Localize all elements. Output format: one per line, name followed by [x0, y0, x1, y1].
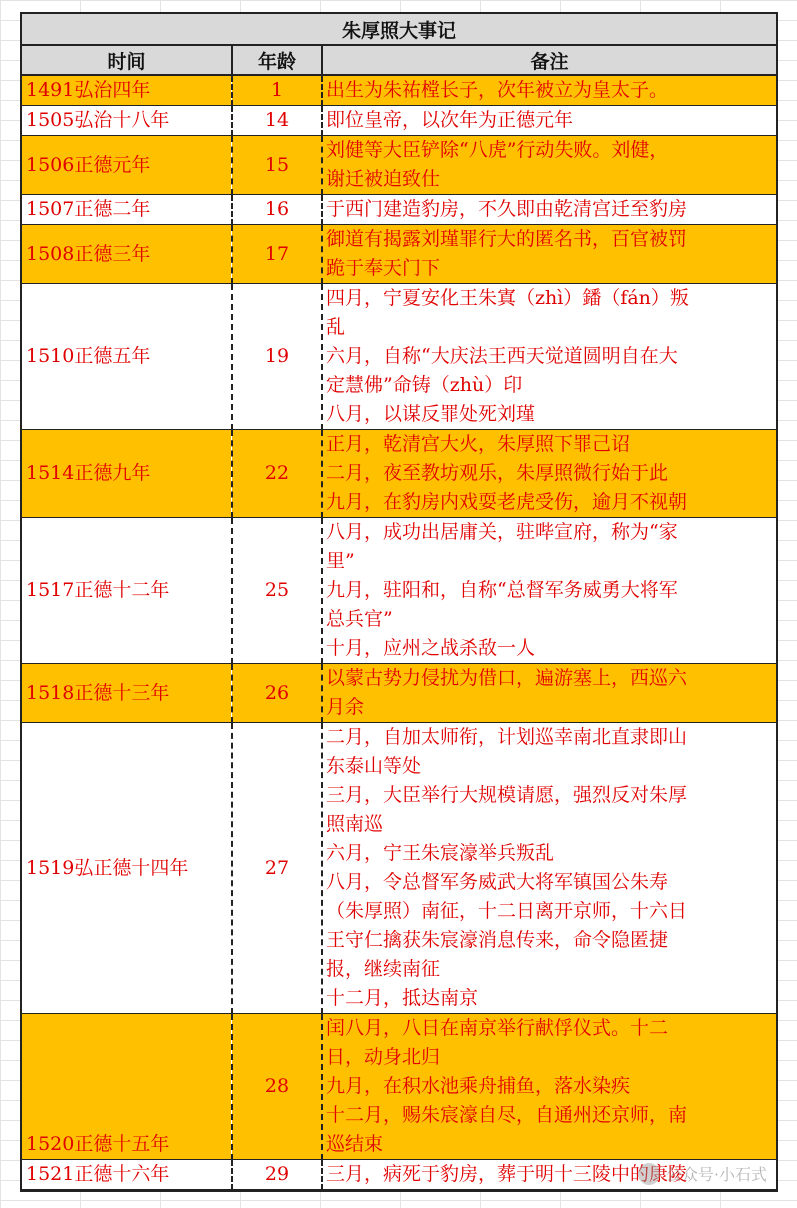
- age-cell[interactable]: 25: [232, 518, 322, 664]
- wechat-icon: [638, 1163, 660, 1185]
- note-line: 八月，令总督军务威武大将军镇国公朱寿: [326, 871, 669, 893]
- note-line: 谢迁被迫致仕: [326, 168, 441, 190]
- notes-cell[interactable]: [322, 723, 776, 1014]
- time-cell[interactable]: 1518正德十三年: [22, 664, 232, 723]
- notes-cell[interactable]: [322, 136, 776, 195]
- note-line: 巡结束: [326, 1133, 384, 1155]
- table-row: [22, 664, 776, 723]
- time-cell[interactable]: 1505弘治十八年: [22, 106, 232, 136]
- note-line: 御道有揭露刘瑾罪行大的匿名书，百官被罚: [326, 228, 688, 250]
- table-row: [22, 284, 776, 430]
- note-line: 总兵官”: [326, 608, 393, 630]
- notes-cell[interactable]: [322, 430, 776, 518]
- notes-cell[interactable]: [322, 664, 776, 723]
- age-cell[interactable]: 19: [232, 284, 322, 430]
- note-line: 六月，自称“大庆法王西天觉道圆明自在大: [326, 345, 678, 367]
- time-cell[interactable]: 1521正德十六年: [22, 1160, 232, 1190]
- notes-cell[interactable]: [322, 106, 776, 136]
- table-row: [22, 225, 776, 284]
- table-row: [22, 723, 776, 1014]
- note-line: 八月，以谋反罪处死刘瑾: [326, 403, 536, 425]
- note-line: 闰八月，八日在南京举行献俘仪式。十二: [326, 1017, 669, 1039]
- note-line: 即位皇帝，以次年为正德元年: [326, 109, 574, 131]
- table-body: [22, 75, 776, 1190]
- watermark-text: 公众号·小石式: [665, 1165, 767, 1184]
- age-cell[interactable]: 27: [232, 723, 322, 1014]
- note-line: 王守仁擒获朱宸濠消息传来，命令隐匿捷: [326, 929, 669, 951]
- header-age: 年龄: [232, 45, 322, 75]
- age-cell[interactable]: 16: [232, 195, 322, 225]
- time-cell[interactable]: 1508正德三年: [22, 225, 232, 284]
- age-cell[interactable]: 15: [232, 136, 322, 195]
- note-line: 照南巡: [326, 813, 384, 835]
- header-notes: 备注: [322, 45, 776, 75]
- header-time: 时间: [22, 45, 232, 75]
- table-row: [22, 136, 776, 195]
- note-line: 九月，在豹房内戏耍老虎受伤，逾月不视朝: [326, 491, 688, 513]
- spreadsheet-table: [20, 12, 778, 1192]
- notes-cell[interactable]: [322, 75, 776, 106]
- time-cell[interactable]: 1510正德五年: [22, 284, 232, 430]
- note-line: 九月，驻阳和，自称“总督军务威勇大将军: [326, 579, 678, 601]
- note-line: 报，继续南征: [326, 958, 441, 980]
- table-row: [22, 106, 776, 136]
- note-line: 乱: [326, 316, 346, 338]
- note-line: 九月，在积水池乘舟捕鱼，落水染疾: [326, 1075, 631, 1097]
- table-row: [22, 430, 776, 518]
- time-cell[interactable]: 1517正德十二年: [22, 518, 232, 664]
- note-line: 日，动身北归: [326, 1046, 441, 1068]
- note-line: 十二月，抵达南京: [326, 987, 479, 1009]
- note-line: 月余: [326, 696, 365, 718]
- notes-cell[interactable]: [322, 1014, 776, 1160]
- age-cell[interactable]: 17: [232, 225, 322, 284]
- table-row: [22, 518, 776, 664]
- notes-cell[interactable]: [322, 284, 776, 430]
- age-cell[interactable]: 26: [232, 664, 322, 723]
- note-line: 以蒙古势力侵扰为借口，遍游塞上，西巡六: [326, 667, 688, 689]
- time-cell[interactable]: 1507正德二年: [22, 195, 232, 225]
- note-line: 二月，夜至教坊观乐，朱厚照微行始于此: [326, 462, 669, 484]
- note-line: 三月，病死于豹房，葬于明十三陵中的康陵: [326, 1163, 688, 1185]
- age-cell[interactable]: 1: [232, 75, 322, 106]
- note-line: （朱厚照）南征，十二日离开京师，十六日: [326, 900, 688, 922]
- note-line: 正月，乾清宫大火，朱厚照下罪己诏: [326, 433, 631, 455]
- age-cell[interactable]: 14: [232, 106, 322, 136]
- note-line: 里”: [326, 550, 355, 572]
- time-cell[interactable]: 1491弘治四年: [22, 75, 232, 106]
- note-line: 八月，成功出居庸关，驻哔宣府，称为“家: [326, 521, 678, 543]
- notes-cell[interactable]: [322, 225, 776, 284]
- note-line: 十二月，赐朱宸濠自尽，自通州还京师，南: [326, 1104, 688, 1126]
- note-line: 定慧佛”命铸（zhù）印: [326, 374, 523, 396]
- time-cell[interactable]: 1519弘正德十四年: [22, 723, 232, 1014]
- table-row: [22, 75, 776, 106]
- table-row: [22, 1014, 776, 1160]
- notes-cell[interactable]: [322, 195, 776, 225]
- note-line: 三月，大臣举行大规模请愿，强烈反对朱厚: [326, 784, 688, 806]
- table-row: [22, 195, 776, 225]
- note-line: 跪于奉天门下: [326, 257, 441, 279]
- note-line: 六月，宁王朱宸濠举兵叛乱: [326, 842, 555, 864]
- note-line: 刘健等大臣铲除“八虎”行动失败。刘健，: [326, 139, 669, 161]
- time-cell[interactable]: 1506正德元年: [22, 136, 232, 195]
- notes-cell[interactable]: [322, 518, 776, 664]
- note-line: 东泰山等处: [326, 755, 422, 777]
- age-cell[interactable]: 22: [232, 430, 322, 518]
- time-cell[interactable]: 1514正德九年: [22, 430, 232, 518]
- watermark: [638, 1162, 767, 1185]
- time-cell[interactable]: 1520正德十五年: [22, 1014, 232, 1160]
- note-line: 十月，应州之战杀敌一人: [326, 637, 536, 659]
- note-line: 出生为朱祐樘长子，次年被立为皇太子。: [326, 79, 669, 101]
- note-line: 于西门建造豹房，不久即由乾清宫迁至豹房: [326, 198, 688, 220]
- age-cell[interactable]: 28: [232, 1014, 322, 1160]
- table-title: 朱厚照大事记: [22, 14, 776, 45]
- note-line: 二月，自加太师衔，计划巡幸南北直隶即山: [326, 726, 688, 748]
- age-cell[interactable]: 29: [232, 1160, 322, 1190]
- note-line: 四月，宁夏安化王朱寘（zhì）鐇（fán）叛: [326, 287, 689, 309]
